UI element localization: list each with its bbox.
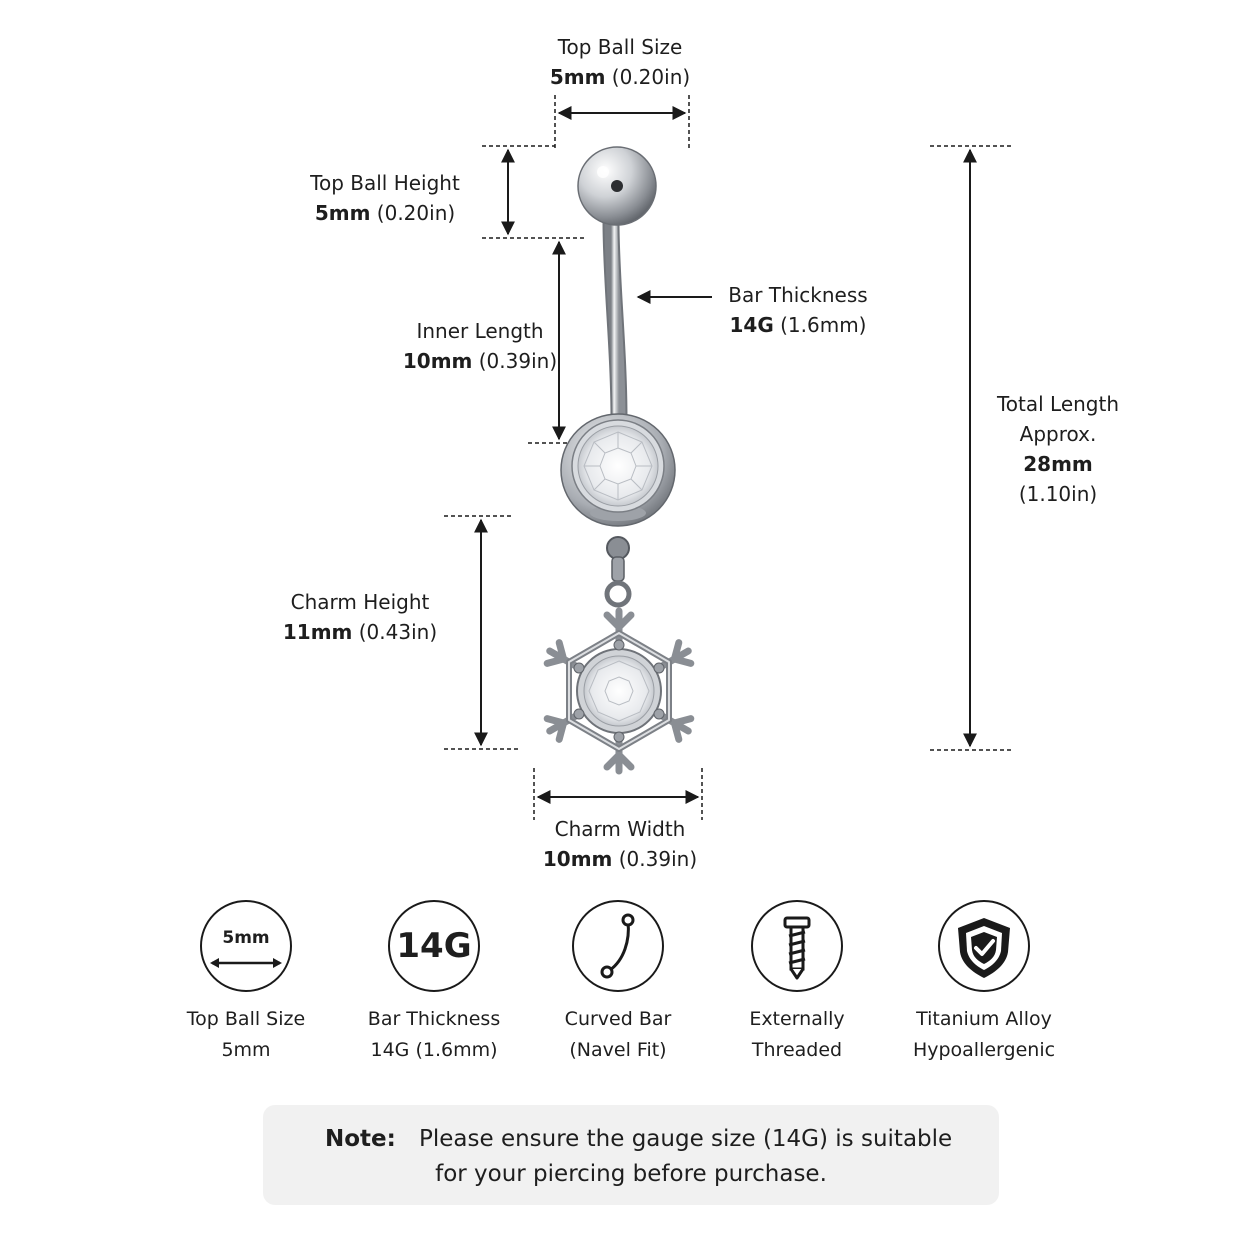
top-ball-height-dimension	[482, 146, 585, 238]
curved-bar-glyph	[574, 902, 662, 990]
label-title: Bar Thickness	[728, 283, 868, 307]
label-alt: (0.39in)	[478, 349, 558, 373]
label-alt: (0.39in)	[618, 847, 698, 871]
label-title: Top Ball Height	[310, 171, 460, 195]
feature-line2: 14G (1.6mm)	[370, 1039, 498, 1061]
feature-bar-thickness	[334, 900, 534, 1066]
top-ball-height-label	[285, 168, 485, 228]
label-alt: (0.20in)	[376, 201, 456, 225]
feature-line2: Threaded	[751, 1039, 843, 1061]
note-box	[263, 1105, 999, 1205]
feature-externally-threaded	[697, 900, 897, 1066]
label-alt: (1.10in)	[1018, 482, 1098, 506]
note-line1: Please ensure the gauge size (14G) is suitable	[419, 1126, 953, 1152]
label-value: 10mm	[402, 349, 473, 373]
label-alt: (0.20in)	[611, 65, 691, 89]
icon-text: 5mm	[222, 928, 270, 948]
feature-top-ball-size	[146, 900, 346, 1066]
feature-line1: Externally	[749, 1008, 845, 1030]
label-value: 11mm	[282, 620, 353, 644]
note-line2: for your piercing before purchase.	[435, 1161, 827, 1187]
feature-line1: Bar Thickness	[367, 1008, 501, 1030]
curved-bar-icon	[572, 900, 664, 992]
label-alt: (1.6mm)	[780, 313, 867, 337]
ball-size-icon	[200, 900, 292, 992]
total-length-label	[958, 389, 1158, 509]
double-arrow-icon	[202, 902, 290, 990]
top-ball-size-dimension	[555, 95, 689, 148]
feature-line2: (Navel Fit)	[569, 1039, 667, 1061]
label-title: Inner Length	[416, 319, 544, 343]
belly-ring-image	[544, 147, 695, 771]
feature-line1: Curved Bar	[564, 1008, 672, 1030]
feature-line2: 5mm	[221, 1039, 271, 1061]
inner-length-label	[380, 316, 580, 376]
screw-icon	[751, 900, 843, 992]
label-value: 10mm	[542, 847, 613, 871]
label-alt: (0.43in)	[358, 620, 438, 644]
feature-line1: Titanium Alloy	[916, 1008, 1052, 1030]
icon-text: 14G	[396, 926, 472, 966]
shield-check-icon	[938, 900, 1030, 992]
feature-line1: Top Ball Size	[186, 1008, 306, 1030]
gauge-icon	[388, 900, 480, 992]
screw-glyph	[753, 902, 841, 990]
label-value: 5mm	[314, 201, 371, 225]
charm-width-dimension	[534, 768, 702, 820]
label-value: 28mm	[1023, 452, 1093, 476]
label-title: Total Length	[996, 392, 1120, 416]
label-title: Charm Width	[554, 817, 686, 841]
label-value: 5mm	[549, 65, 606, 89]
feature-titanium-alloy	[884, 900, 1084, 1066]
label-title: Charm Height	[290, 590, 430, 614]
top-ball-size-label	[520, 32, 720, 92]
bar-thickness-label	[698, 280, 898, 340]
shield-glyph	[940, 902, 1028, 990]
feature-curved-bar	[518, 900, 718, 1066]
label-title: Top Ball Size	[557, 35, 683, 59]
charm-width-label	[520, 814, 720, 874]
label-value: 14G	[729, 313, 774, 337]
note-label: Note:	[325, 1126, 396, 1152]
charm-height-label	[260, 587, 460, 647]
feature-line2: Hypoallergenic	[912, 1039, 1056, 1061]
label-subtitle: Approx.	[1019, 422, 1097, 446]
